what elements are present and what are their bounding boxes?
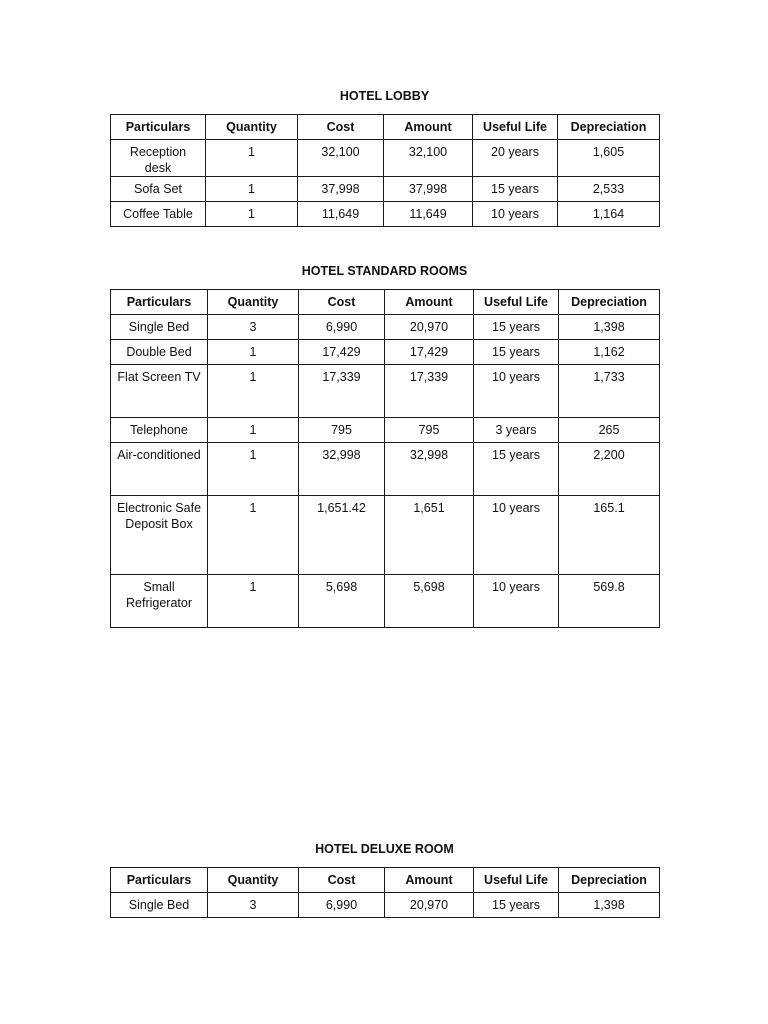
useful-life-cell: 15 years [474, 315, 559, 340]
depreciation-cell: 2,533 [558, 177, 660, 202]
lobby-table [110, 114, 660, 227]
useful-life-cell: 3 years [474, 418, 559, 443]
table-row [111, 340, 660, 365]
useful-life-cell: 15 years [474, 443, 559, 496]
depreciation-cell: 1,605 [558, 140, 660, 177]
quantity-cell: 3 [208, 315, 299, 340]
col-header-useful-life: Useful Life [473, 115, 558, 140]
amount-cell: 5,698 [385, 575, 474, 628]
table-row [111, 140, 660, 177]
quantity-cell: 1 [208, 443, 299, 496]
cost-cell: 37,998 [298, 177, 384, 202]
cost-cell: 6,990 [299, 893, 385, 918]
particulars-cell: Small Refrigerator [111, 575, 208, 628]
amount-cell: 20,970 [385, 315, 474, 340]
particulars-cell: Reception desk [111, 140, 206, 177]
useful-life-cell: 10 years [474, 365, 559, 418]
col-header-depreciation: Depreciation [559, 290, 660, 315]
standard-rooms-title: HOTEL STANDARD ROOMS [301, 264, 468, 278]
useful-life-cell: 10 years [474, 496, 559, 575]
table-row [111, 177, 660, 202]
useful-life-cell: 10 years [474, 575, 559, 628]
lobby-title: HOTEL LOBBY [339, 89, 430, 103]
col-header-cost: Cost [299, 868, 385, 893]
table-header-row [111, 290, 660, 315]
col-header-cost: Cost [299, 290, 385, 315]
standard-rooms-table [110, 289, 660, 628]
table-row [111, 443, 660, 496]
depreciation-cell: 1,164 [558, 202, 660, 227]
col-header-amount: Amount [384, 115, 473, 140]
depreciation-cell: 1,733 [559, 365, 660, 418]
col-header-cost: Cost [298, 115, 384, 140]
quantity-cell: 1 [206, 202, 298, 227]
table-row [111, 496, 660, 575]
amount-cell: 32,100 [384, 140, 473, 177]
table-row [111, 202, 660, 227]
quantity-cell: 1 [208, 365, 299, 418]
col-header-particulars: Particulars [111, 290, 208, 315]
useful-life-cell: 20 years [473, 140, 558, 177]
useful-life-cell: 15 years [474, 340, 559, 365]
amount-cell: 17,429 [385, 340, 474, 365]
depreciation-cell: 265 [559, 418, 660, 443]
useful-life-cell: 15 years [474, 893, 559, 918]
amount-cell: 11,649 [384, 202, 473, 227]
col-header-particulars: Particulars [111, 868, 208, 893]
table-row [111, 575, 660, 628]
quantity-cell: 1 [208, 340, 299, 365]
cost-cell: 32,998 [299, 443, 385, 496]
cost-cell: 32,100 [298, 140, 384, 177]
particulars-cell: Single Bed [111, 893, 208, 918]
useful-life-cell: 10 years [473, 202, 558, 227]
quantity-cell: 1 [208, 496, 299, 575]
particulars-cell: Flat Screen TV [111, 365, 208, 418]
col-header-quantity: Quantity [208, 290, 299, 315]
table-row [111, 893, 660, 918]
col-header-useful-life: Useful Life [474, 868, 559, 893]
amount-cell: 32,998 [385, 443, 474, 496]
col-header-quantity: Quantity [208, 868, 299, 893]
depreciation-cell: 569.8 [559, 575, 660, 628]
particulars-cell: Sofa Set [111, 177, 206, 202]
col-header-amount: Amount [385, 868, 474, 893]
amount-cell: 795 [385, 418, 474, 443]
amount-cell: 37,998 [384, 177, 473, 202]
cost-cell: 795 [299, 418, 385, 443]
cost-cell: 5,698 [299, 575, 385, 628]
table-row [111, 365, 660, 418]
deluxe-room-title: HOTEL DELUXE ROOM [315, 842, 454, 856]
cost-cell: 17,429 [299, 340, 385, 365]
table-header-row [111, 868, 660, 893]
col-header-depreciation: Depreciation [558, 115, 660, 140]
col-header-depreciation: Depreciation [559, 868, 660, 893]
cost-cell: 1,651.42 [299, 496, 385, 575]
quantity-cell: 1 [208, 575, 299, 628]
depreciation-cell: 2,200 [559, 443, 660, 496]
useful-life-cell: 15 years [473, 177, 558, 202]
depreciation-cell: 1,398 [559, 315, 660, 340]
quantity-cell: 1 [206, 140, 298, 177]
particulars-cell: Air-conditioned [111, 443, 208, 496]
cost-cell: 17,339 [299, 365, 385, 418]
table-header-row [111, 115, 660, 140]
col-header-quantity: Quantity [206, 115, 298, 140]
quantity-cell: 1 [208, 418, 299, 443]
particulars-cell: Electronic Safe Deposit Box [111, 496, 208, 575]
particulars-cell: Double Bed [111, 340, 208, 365]
quantity-cell: 1 [206, 177, 298, 202]
col-header-useful-life: Useful Life [474, 290, 559, 315]
amount-cell: 1,651 [385, 496, 474, 575]
depreciation-cell: 1,398 [559, 893, 660, 918]
amount-cell: 20,970 [385, 893, 474, 918]
particulars-cell: Single Bed [111, 315, 208, 340]
table-row [111, 315, 660, 340]
col-header-amount: Amount [385, 290, 474, 315]
deluxe-room-table [110, 867, 660, 918]
col-header-particulars: Particulars [111, 115, 206, 140]
table-row [111, 418, 660, 443]
depreciation-cell: 1,162 [559, 340, 660, 365]
depreciation-cell: 165.1 [559, 496, 660, 575]
particulars-cell: Telephone [111, 418, 208, 443]
amount-cell: 17,339 [385, 365, 474, 418]
cost-cell: 6,990 [299, 315, 385, 340]
quantity-cell: 3 [208, 893, 299, 918]
cost-cell: 11,649 [298, 202, 384, 227]
particulars-cell: Coffee Table [111, 202, 206, 227]
